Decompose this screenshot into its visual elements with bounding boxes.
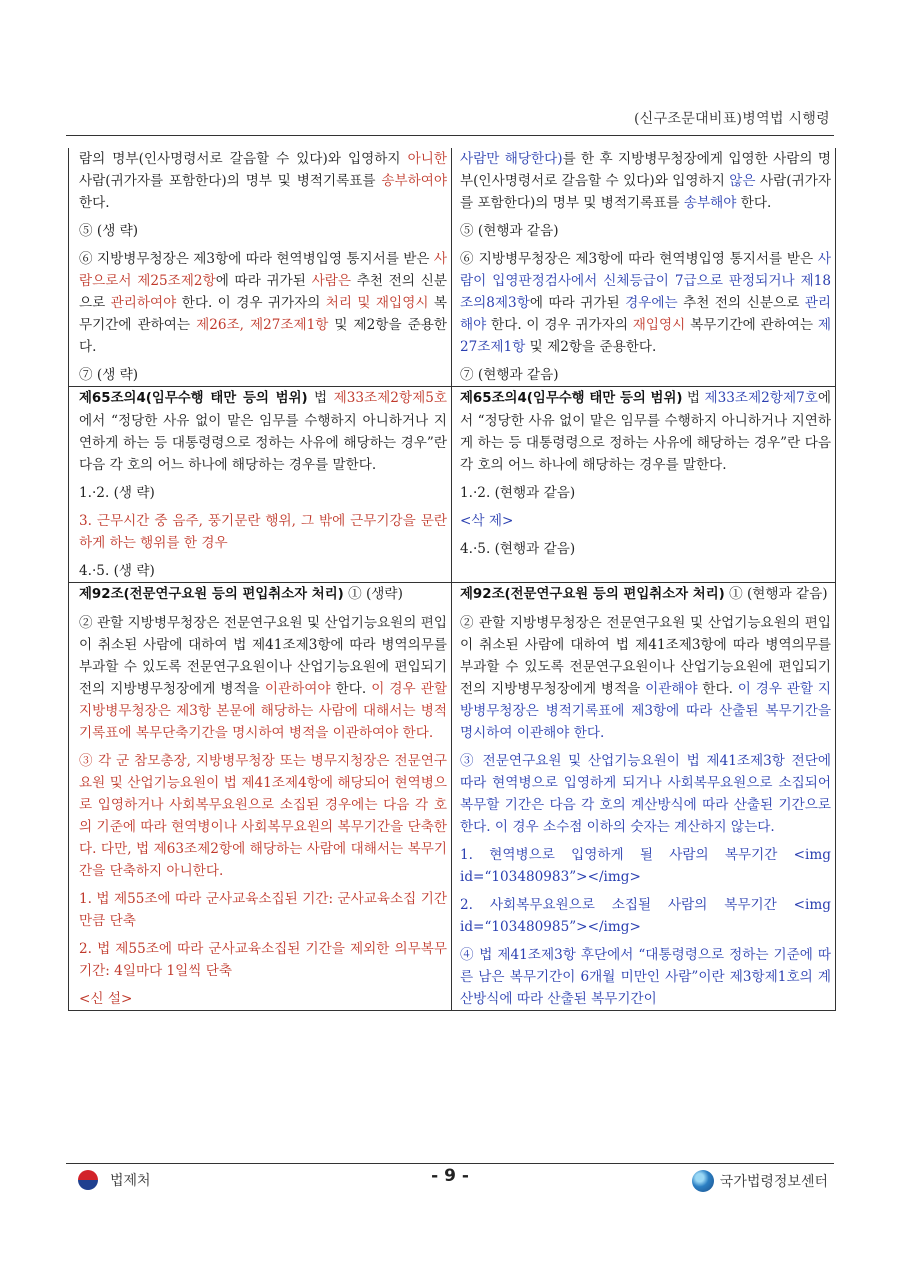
text-segment: 람의 명부(인사명령서로 갈음할 수 있다)와 입영하지 bbox=[79, 151, 408, 167]
text-segment: 관리해야 bbox=[460, 295, 831, 333]
text-segment: 사람(귀가자를 포함한다)의 명부 및 병적기록표를 bbox=[460, 173, 831, 211]
clause-paragraph bbox=[79, 612, 447, 744]
text-segment: 1.·2. (현행과 같음) bbox=[460, 485, 576, 501]
clause-paragraph bbox=[460, 538, 831, 560]
text-segment: 사람만 해당한다) bbox=[460, 151, 563, 167]
text-segment: 3. 근무시간 중 음주, 풍기문란 행위, 그 밖에 근무기강을 문란하게 하는 행위를 한 경우 bbox=[79, 513, 447, 551]
table-row bbox=[69, 583, 836, 1011]
text-segment: 법 bbox=[682, 390, 705, 406]
clause-paragraph bbox=[79, 750, 447, 882]
current-text-cell bbox=[69, 583, 452, 1011]
text-segment: ⑤ (생 략) bbox=[79, 223, 139, 239]
text-segment: 법 bbox=[307, 390, 334, 406]
text-segment: 복무기간에 관하여는 bbox=[79, 295, 447, 333]
text-segment: 이 경우 관할 지방병무청장은 제3항 본문에 해당하는 사람에 대해서는 병적기록표에 복무단축기간을 명시하여 병적을 이관하여야 한다. bbox=[79, 681, 447, 741]
article-heading: 제92조(전문연구요원 등의 편입취소자 처리) bbox=[460, 587, 725, 602]
footer-left-label: 법제처 bbox=[110, 1173, 151, 1189]
clause-paragraph bbox=[79, 510, 447, 554]
clause-paragraph bbox=[460, 894, 831, 938]
clause-paragraph bbox=[79, 583, 447, 606]
text-segment: 및 제2항을 준용한다. bbox=[525, 339, 657, 355]
clause-paragraph bbox=[460, 387, 831, 476]
article-heading: 제65조의4(임무수행 태만 등의 범위) bbox=[460, 391, 683, 406]
clause-paragraph bbox=[79, 387, 447, 476]
clause-paragraph bbox=[460, 844, 831, 888]
article-heading: 제65조의4(임무수행 태만 등의 범위) bbox=[79, 391, 308, 406]
text-segment: 1. 법 제55조에 따라 군사교육소집된 기간: 군사교육소집 기간만큼 단축 bbox=[79, 891, 447, 929]
clause-paragraph bbox=[79, 482, 447, 504]
comparison-table bbox=[68, 148, 836, 1011]
revised-text-cell bbox=[452, 148, 836, 387]
text-segment: 및 제2항을 준용한다. bbox=[79, 317, 447, 355]
text-segment: 를 한 후 지방병무청장에게 입영한 사람의 명부(인사명령서로 갈음할 수 있다)와 입영하지 bbox=[460, 151, 832, 189]
current-text-cell bbox=[69, 387, 452, 583]
text-segment: 송부해야 bbox=[683, 195, 737, 211]
text-segment: 한다. 이 경우 귀가자의 bbox=[176, 295, 326, 311]
text-segment: ⑥ 지방병무청장은 제3항에 따라 현역병입영 통지서를 받은 bbox=[79, 251, 434, 267]
clause-paragraph bbox=[79, 988, 447, 1010]
clause-paragraph bbox=[79, 560, 447, 582]
revised-text-cell bbox=[452, 387, 836, 583]
text-segment: 추천 전의 신분으로 bbox=[677, 295, 805, 311]
table-row bbox=[69, 387, 836, 583]
current-text-cell bbox=[69, 148, 452, 387]
clause-paragraph bbox=[460, 148, 831, 214]
text-segment: 한다. 이 경우 귀가자의 bbox=[486, 317, 633, 333]
text-segment: 재입영시 bbox=[632, 317, 686, 333]
text-segment: 복무기간에 관하여는 bbox=[685, 317, 818, 333]
text-segment: 이관하여야 bbox=[264, 681, 331, 697]
clause-paragraph bbox=[460, 248, 831, 358]
text-segment: 에 따라 귀가된 bbox=[215, 273, 312, 289]
table-row bbox=[69, 148, 836, 387]
text-segment: 에서 “정당한 사유 없이 맡은 임무를 수행하지 아니하거나 지연하게 하는 등 대통령령으로 정하는 사유에 해당하는 경우”란 다음 각 호의 어느 하나에 해당하는 경우를 말한다. bbox=[79, 413, 447, 473]
text-segment: 1.·2. (생 략) bbox=[79, 485, 155, 501]
text-segment: ⑥ 지방병무청장은 제3항에 따라 현역병입영 통지서를 받은 bbox=[460, 251, 818, 267]
text-segment: ② 관할 지방병무청장은 전문연구요원 및 산업기능요원의 편입이 취소된 사람에 대하여 법 제41조제3항에 따라 병역의무를 부과할 수 있도록 전문연구요원이나 산업기능요원에 편입되기 전의 지방병무청장에게 병적을 bbox=[79, 615, 447, 697]
text-segment: <신 설> bbox=[79, 991, 133, 1007]
text-segment: 2. 사회복무요원으로 소집될 사람의 복무기간 <img id=“103480985”></img> bbox=[460, 897, 831, 935]
text-segment: 2. 법 제55조에 따라 군사교육소집된 기간을 제외한 의무복무기간: 4일마다 1일씩 단축 bbox=[79, 941, 447, 979]
clause-paragraph bbox=[460, 510, 831, 532]
text-segment: ⑤ (현행과 같음) bbox=[460, 223, 559, 239]
header-divider bbox=[66, 135, 834, 136]
text-segment: 않은 bbox=[729, 173, 756, 189]
clause-paragraph bbox=[460, 364, 831, 386]
clause-paragraph bbox=[460, 482, 831, 504]
text-segment: 4.·5. (생 략) bbox=[79, 563, 155, 579]
clause-paragraph bbox=[79, 248, 447, 358]
text-segment: ④ 법 제41조제3항 후단에서 “대통령령으로 정하는 기준에 따른 남은 복무기간이 6개월 미만인 사람”이란 제3항제1호의 계산방식에 따라 산출된 복무기간이 bbox=[460, 947, 831, 1007]
text-segment: 제27조제1항 bbox=[460, 317, 831, 355]
text-segment: 한다. bbox=[736, 195, 772, 211]
page-number: - 9 - bbox=[431, 1166, 469, 1186]
article-heading: 제92조(전문연구요원 등의 편입취소자 처리) bbox=[79, 587, 344, 602]
page-header-title: (신구조문대비표)병역법 시행령 bbox=[634, 111, 830, 127]
text-segment: 에서 “정당한 사유 없이 맡은 임무를 수행하지 아니하거나 지연하게 하는 등 대통령령으로 정하는 사유에 해당하는 경우”란 다음 각 호의 어느 하나에 해당하는 경우를 말한다. bbox=[460, 390, 831, 473]
text-segment: 1. 현역병으로 입영하게 될 사람의 복무기간 <img id=“103480983”></img> bbox=[460, 847, 831, 885]
text-segment: ⑦ (현행과 같음) bbox=[460, 367, 559, 383]
clause-paragraph bbox=[460, 583, 831, 606]
text-segment: 이 경우 관할 지방병무청장은 병적기록표에 제3항에 따라 산출된 복무기간을 명시하여 이관해야 한다. bbox=[460, 681, 831, 741]
footer-divider bbox=[66, 1163, 834, 1164]
clause-paragraph bbox=[79, 888, 447, 932]
text-segment: 사람은 bbox=[311, 273, 352, 289]
text-segment: 경우에는 bbox=[625, 295, 678, 311]
revised-text-cell bbox=[452, 583, 836, 1011]
text-segment: 한다. bbox=[79, 195, 110, 211]
clause-paragraph bbox=[79, 148, 447, 214]
text-segment: 송부하여야 bbox=[381, 173, 447, 189]
clause-paragraph bbox=[460, 612, 831, 744]
text-segment: ⑦ (생 략) bbox=[79, 367, 139, 383]
text-segment: 아니한 bbox=[407, 151, 447, 167]
text-segment: 제33조제2항제7호 bbox=[704, 390, 818, 406]
text-segment: 4.·5. (현행과 같음) bbox=[460, 541, 576, 557]
footer-right bbox=[692, 1170, 828, 1192]
clause-paragraph bbox=[460, 750, 831, 838]
clause-paragraph bbox=[79, 364, 447, 386]
clause-paragraph bbox=[460, 220, 831, 242]
text-segment: 관리하여야 bbox=[110, 295, 177, 311]
text-segment: 에 따라 귀가된 bbox=[529, 295, 626, 311]
text-segment: 추천 전의 신분으로 bbox=[79, 273, 447, 311]
text-segment: 사람(귀가자를 포함한다)의 명부 및 병적기록표를 bbox=[79, 173, 382, 189]
clause-paragraph bbox=[79, 220, 447, 242]
globe-logo-icon bbox=[692, 1170, 714, 1192]
text-segment: 이관해야 bbox=[645, 681, 698, 697]
clause-paragraph bbox=[460, 944, 831, 1010]
text-segment: 제33조제2항제5호 bbox=[333, 390, 447, 406]
text-segment: 사람으로서 제25조제2항 bbox=[79, 251, 447, 289]
text-segment: 사람이 입영판정검사에서 신체등급이 7급으로 판정되거나 제18조의8제3항 bbox=[460, 251, 831, 311]
text-segment: 제26조, 제27조제1항 bbox=[196, 317, 329, 333]
text-segment: 한다. bbox=[330, 681, 372, 697]
text-segment: ① (생략) bbox=[343, 586, 403, 602]
text-segment: 한다. bbox=[697, 681, 738, 697]
text-segment: ③ 각 군 참모총장, 지방병무청장 또는 병무지청장은 전문연구요원 및 산업기능요원이 법 제41조제4항에 해당되어 현역병으로 입영하거나 사회복무요원으로 소집된 경우에는 다음 각 호의 기준에 따라 현역병이나 사회복무요원의 복무기간을 단축한다. 다만, 법 제63조제2항에 해당하는 사람에 대해서는 복무기간을 단축하지 아니한다. bbox=[79, 753, 447, 879]
text-segment: <삭 제> bbox=[460, 513, 514, 529]
text-segment: 처리 및 재입영시 bbox=[325, 295, 429, 311]
footer-right-label: 국가법령정보센터 bbox=[719, 1174, 828, 1190]
text-segment: ③ 전문연구요원 및 산업기능요원이 법 제41조제3항 전단에 따라 현역병으로 입영하게 되거나 사회복무요원으로 소집되어 복무할 기간은 다음 각 호의 계산방식에 따라 산출된 기간으로 한다. 이 경우 소수점 이하의 숫자는 계산하지 않는다. bbox=[460, 753, 831, 835]
clause-paragraph bbox=[79, 938, 447, 982]
text-segment: ① (현행과 같음) bbox=[724, 586, 828, 602]
text-segment: ② 관할 지방병무청장은 전문연구요원 및 산업기능요원의 편입이 취소된 사람에 대하여 법 제41조제3항에 따라 병역의무를 부과할 수 있도록 전문연구요원이나 산업기능요원에 편입되기 전의 지방병무청장에게 병적을 bbox=[460, 615, 831, 697]
